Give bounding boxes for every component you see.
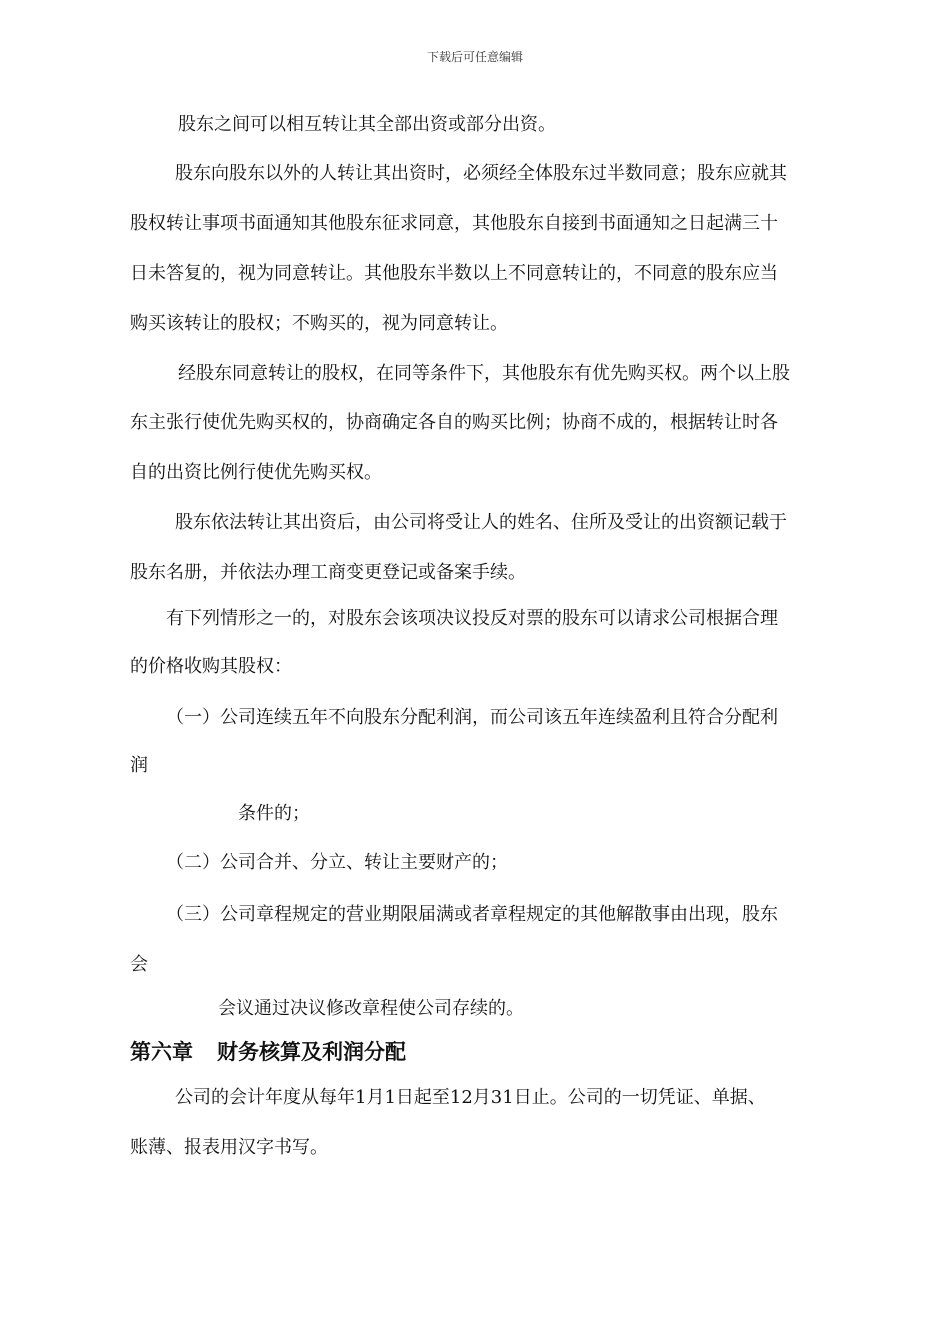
list-item-line: （二）公司合并、分立、转让主要财产的； <box>166 852 508 873</box>
page-header: 下载后可任意编辑 <box>426 50 523 64</box>
paragraph-line: 股东之间可以相互转让其全部出资或部分出资。 <box>178 114 556 135</box>
list-item-line: 会 <box>130 954 148 975</box>
paragraph-line: 公司的会计年度从每年1月1日起至12月31日止。公司的一切凭证、单据、 <box>175 1087 766 1108</box>
paragraph-line: 股权转让事项书面通知其他股东征求同意，其他股东自接到书面通知之日起满三十 <box>130 213 778 234</box>
paragraph-line: 自的出资比例行使优先购买权。 <box>130 462 382 483</box>
paragraph-line: 的价格收购其股权： <box>130 656 292 677</box>
paragraph-line: 股东依法转让其出资后，由公司将受让人的姓名、住所及受让的出资额记载于 <box>175 512 787 533</box>
paragraph-line: 日未答复的，视为同意转让。其他股东半数以上不同意转让的，不同意的股东应当 <box>130 263 778 284</box>
paragraph-line: 购买该转让的股权；不购买的，视为同意转让。 <box>130 313 508 334</box>
paragraph-line: 有下列情形之一的，对股东会该项决议投反对票的股东可以请求公司根据合理 <box>166 608 778 629</box>
chapter-title: 财务核算及利润分配 <box>217 1040 406 1064</box>
paragraph-line: 股东名册，并依法办理工商变更登记或备案手续。 <box>130 562 526 583</box>
paragraph-line: 账薄、报表用汉字书写。 <box>130 1137 328 1158</box>
list-item-line: 会议通过决议修改章程使公司存续的。 <box>218 998 524 1019</box>
list-item-line: （一）公司连续五年不向股东分配利润，而公司该五年连续盈利且符合分配利 <box>166 707 778 728</box>
list-item-line: （三）公司章程规定的营业期限届满或者章程规定的其他解散事由出现，股东 <box>166 904 778 925</box>
paragraph-line: 经股东同意转让的股权，在同等条件下，其他股东有优先购买权。两个以上股 <box>178 363 790 384</box>
paragraph-line: 东主张行使优先购买权的，协商确定各自的购买比例；协商不成的，根据转让时各 <box>130 412 778 433</box>
paragraph-line: 股东向股东以外的人转让其出资时，必须经全体股东过半数同意；股东应就其 <box>175 163 787 184</box>
list-item-line: 条件的； <box>238 803 310 824</box>
chapter-heading <box>130 1038 406 1066</box>
chapter-number: 第六章 <box>130 1040 193 1064</box>
list-item-line: 润 <box>130 755 148 776</box>
